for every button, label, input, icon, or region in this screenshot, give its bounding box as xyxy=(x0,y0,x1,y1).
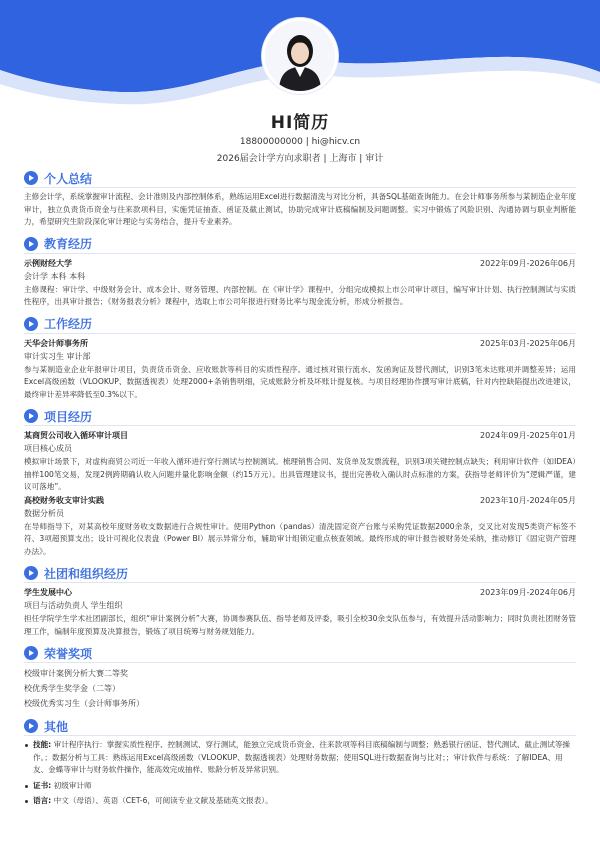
section-arrow-icon xyxy=(24,237,38,251)
section-projects-header xyxy=(24,406,576,426)
section-awards-header xyxy=(24,643,576,663)
project-role: 项目核心成员 xyxy=(24,444,72,453)
campus-role: 项目与活动负责人 学生组织 xyxy=(24,601,123,610)
section-title: 其他 xyxy=(44,719,69,734)
award-item: 校级审计案例分析大赛二等奖 xyxy=(24,669,128,678)
contact-info: 18800000000 | hi@hicv.cn xyxy=(239,137,361,147)
project-name: 高校财务收支审计实践 xyxy=(24,495,104,505)
section-title: 个人总结 xyxy=(44,171,93,186)
section-divider xyxy=(24,662,576,663)
summary-text: 主修会计学，系统掌握审计流程、会计准则及内部控制体系，熟练运用Excel进行数据清洗与对比分析，具备SQL基础查询能力。在会计师事务所参与某制造企业年度审计，独立负责货币资金与往来款项科目，实施凭证抽查、函证及截止测试，协助完成审计底稿编制及问题调整。实习中锻炼了风险识别、沟通协调与职业判断能力，希望研究生阶段深化审计理论与实务结合，提升专业素养。 xyxy=(24,192,576,226)
section-title: 工作经历 xyxy=(44,317,93,331)
section-campus-header xyxy=(24,563,576,583)
resume-content xyxy=(24,168,576,808)
section-title: 荣誉奖项 xyxy=(44,646,93,661)
section-work-header xyxy=(24,314,576,334)
other-label: 技能: xyxy=(33,740,52,749)
project-role: 数据分析员 xyxy=(24,508,64,518)
section-education-header xyxy=(24,234,576,254)
other-text: 审计程序执行：掌握实质性程序、控制测试、穿行测试，能独立完成货币资金、往来款项等科目底稿编制与调整；熟悉银行函证、替代测试、截止测试等操作。；数据分析与工具：熟练运用Excel高级函数（VLOOKUP、数据透视表）处理财务数据；使用SQL进行数据查询与比对；；审计软件与系统：了解IDEA、用友、金蝶等审计与财务软件操作，能高效完成抽样、账龄分析及异常识别。 xyxy=(33,740,571,774)
project-text: 模拟审计场景下，对虚构商贸公司近一年收入循环进行穿行测试与控制测试。梳理销售合同、发货单及发票流程，识别3项关键控制点缺失；利用审计软件（如IDEA）抽样100笔交易，发现2例跨期确认收入问题并量化影响金额（约15万元）。出具管理建议书，提出完善收入确认时点标准的方案，获指导老师评价为“逻辑严谨，建议可落地”。 xyxy=(24,457,576,491)
section-summary-header xyxy=(24,168,576,188)
campus-text: 担任学院学生学术社团副部长，组织“审计案例分析”大赛，协调参赛队伍、指导老师及评委，吸引全校30余支队伍参与，有效提升活动影响力；同时负责社团财务管理工作，编制年度预算及决算报告，锻炼了项目统筹与财务规划能力。 xyxy=(24,614,576,636)
job-intent: 2026届会计学方向求职者 | 上海市 | 审计 xyxy=(216,154,384,164)
award-item: 校优秀学生奖学金（二等） xyxy=(24,684,120,693)
school-name: 示例财经大学 xyxy=(24,258,72,268)
project-text: 在导师指导下，对某高校年度财务收支数据进行合规性审计。使用Python（pandas）清洗固定资产台账与采购凭证数据2000余条，交叉比对发现5类资产标签不符、3项超预算支出；设计可视化仪表盘（Power BI）展示异常分布，辅助审计组锁定重点核查领域。最终形成的审计报告被财务处采纳，推动修订《固定资产管理办法》。 xyxy=(24,521,576,556)
avatar xyxy=(262,18,338,94)
project-row xyxy=(24,429,576,442)
education-text: 主修课程：审计学、中级财务会计、成本会计、财务管理、内部控制。在《审计学》课程中，分组完成模拟上市公司审计项目，编写审计计划、执行控制测试与实质性程序，出具审计报告；《财务报表分析》课程中，选取上市公司年报进行财务比率与现金流分析，形成分析报告。 xyxy=(24,284,576,306)
section-arrow-icon xyxy=(24,646,38,660)
section-arrow-icon xyxy=(24,566,38,580)
other-label: 语言: xyxy=(33,796,52,805)
project-date: 2024年09月-2025年01月 xyxy=(480,431,576,440)
section-divider xyxy=(24,582,576,583)
other-item-language xyxy=(24,795,576,808)
section-other-header xyxy=(24,716,576,736)
work-role: 审计实习生 审计部 xyxy=(24,351,91,361)
work-row xyxy=(24,337,576,350)
section-divider xyxy=(24,187,576,188)
project-date: 2023年10月-2024年05月 xyxy=(480,495,576,505)
section-title: 教育经历 xyxy=(44,237,93,251)
award-item: 校级优秀实习生（会计师事务所） xyxy=(24,699,144,708)
section-arrow-icon xyxy=(24,171,38,185)
education-date: 2022年09月-2026年06月 xyxy=(480,258,576,268)
resume-name: HI简历 xyxy=(270,113,330,133)
section-arrow-icon xyxy=(24,317,38,331)
section-title: 项目经历 xyxy=(44,409,93,424)
project-name: 某商贸公司收入循环审计项目 xyxy=(24,431,128,440)
org-name: 学生发展中心 xyxy=(24,588,72,597)
section-divider xyxy=(24,253,576,254)
education-major: 会计学 本科 本科 xyxy=(24,271,86,281)
section-divider xyxy=(24,333,576,334)
other-label: 证书: xyxy=(33,780,52,790)
section-arrow-icon xyxy=(24,719,38,733)
other-item-certificate xyxy=(24,780,576,793)
section-divider xyxy=(24,425,576,426)
section-title: 社团和组织经历 xyxy=(44,566,129,581)
other-list xyxy=(24,739,576,808)
campus-date: 2023年09月-2024年06月 xyxy=(480,588,576,597)
other-item-skills xyxy=(24,739,576,777)
other-text: 初级审计师 xyxy=(53,780,92,790)
company-name: 天华会计师事务所 xyxy=(24,338,88,348)
other-text: 中文（母语）、英语（CET-6，可阅读专业文献及基础英文报表）。 xyxy=(53,796,273,805)
section-divider xyxy=(24,735,576,736)
work-text: 参与某制造业企业年报审计项目，负责货币资金、应收账款等科目的实质性程序。通过核对银行流水、发函询证及替代测试，识别3笔未达账项并调整差异；运用Excel高级函数（VLOOKUP、数据透视表）处理2000+条销售明细，完成账龄分析及坏账计提复核。与项目经理协作撰写审计底稿，针对内控缺陷提出改进建议，最终审计差异率降低至0.3%以下。 xyxy=(24,364,576,399)
work-date: 2025年03月-2025年06月 xyxy=(480,338,576,348)
education-row xyxy=(24,257,576,270)
section-arrow-icon xyxy=(24,409,38,423)
project-row xyxy=(24,494,576,507)
campus-row xyxy=(24,586,576,599)
